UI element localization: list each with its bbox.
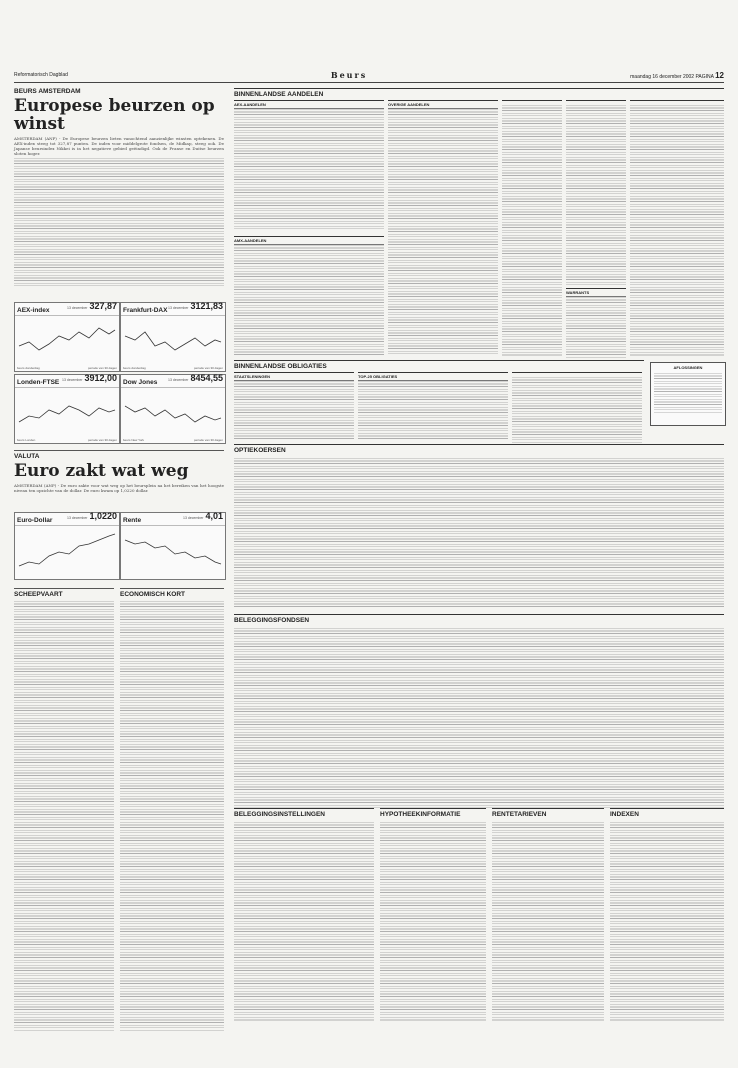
chart-rente bbox=[120, 512, 226, 580]
staatsleningen-rows bbox=[234, 381, 354, 441]
chart-ftse-foot-left: beurs Londen bbox=[17, 438, 36, 442]
chart-aex-plot bbox=[15, 316, 119, 366]
chart-aex-foot-left: beurs donderdag bbox=[17, 366, 40, 370]
section-rentetarieven: RENTETARIEVEN bbox=[492, 811, 547, 818]
chart-rente-value: 4,01 bbox=[205, 511, 223, 521]
beurs-amsterdam-article bbox=[14, 88, 224, 288]
amx-aandelen-rows bbox=[234, 245, 384, 355]
masthead-page-number: 12 bbox=[715, 70, 724, 80]
chart-dax bbox=[120, 302, 226, 372]
headline-euro: Euro zakt wat weg bbox=[14, 461, 189, 481]
chart-dax-foot-right: periode van 30 dagen bbox=[193, 366, 223, 370]
rentetarieven-rows bbox=[492, 822, 604, 1022]
obligaties-extra-rows bbox=[512, 377, 642, 443]
section-indexen: INDEXEN bbox=[610, 811, 639, 818]
chart-ftse-foot-right: periode van 30 dagen bbox=[87, 438, 117, 442]
overige-aandelen-header: OVERIGE AANDELEN bbox=[388, 101, 498, 109]
article-body-text bbox=[14, 158, 224, 288]
masthead-date: maandag 16 december 2002 bbox=[630, 73, 695, 80]
chart-aex-foot-right: periode van 30 dagen bbox=[87, 366, 117, 370]
amx-aandelen-header: AMX-AANDELEN bbox=[234, 237, 384, 245]
optiekoersen-rows bbox=[234, 458, 724, 608]
chart-dax-foot-left: beurs donderdag bbox=[123, 366, 146, 370]
staatsleningen-table bbox=[234, 372, 354, 441]
aandelen-col-3-rows bbox=[502, 105, 562, 357]
top25-rows bbox=[358, 381, 508, 441]
section-valuta: VALUTA bbox=[14, 450, 224, 460]
aandelen-col-4-rows bbox=[566, 105, 626, 285]
aandelen-col-3 bbox=[502, 100, 562, 357]
aflossingen-title: AFLOSSINGEN bbox=[673, 365, 703, 370]
indexen-rows bbox=[610, 822, 724, 1022]
staatsleningen-header: STAATSLENINGEN bbox=[234, 373, 354, 381]
aflossingen-box bbox=[650, 362, 726, 426]
section-hypotheek: HYPOTHEEKINFORMATIE bbox=[380, 811, 461, 818]
top25-table bbox=[358, 372, 508, 441]
aex-aandelen-table bbox=[234, 100, 384, 229]
section-binnenlandse-aandelen: BINNENLANDSE AANDELEN bbox=[234, 91, 324, 98]
chart-aex bbox=[14, 302, 120, 372]
overige-aandelen-rows bbox=[388, 109, 498, 355]
scheepvaart-section bbox=[14, 588, 114, 1031]
chart-ftse bbox=[14, 374, 120, 444]
chart-euro-date: 13 december bbox=[67, 516, 88, 520]
chart-rente-name: Rente bbox=[123, 517, 142, 524]
warrants-table bbox=[566, 288, 626, 359]
economisch-kort-text bbox=[120, 601, 224, 1031]
masthead-page-label: PAGINA bbox=[695, 73, 714, 80]
chart-euro-name: Euro-Dollar bbox=[17, 517, 53, 524]
hypotheek-rows bbox=[380, 822, 486, 1022]
chart-euro-plot bbox=[15, 526, 119, 578]
chart-ftse-date: 13 december bbox=[62, 378, 83, 382]
chart-dax-value: 3121,83 bbox=[190, 301, 223, 311]
aandelen-col-5 bbox=[630, 100, 724, 357]
obligaties-section bbox=[234, 360, 644, 370]
chart-dow-value: 8454,55 bbox=[190, 373, 223, 383]
section-scheepvaart: SCHEEPVAART bbox=[14, 588, 114, 598]
chart-dow-foot-left: beurs New York bbox=[123, 438, 145, 442]
section-economisch-kort: ECONOMISCH KORT bbox=[120, 588, 224, 598]
chart-dow-name: Dow Jones bbox=[123, 379, 158, 386]
article-lead: AMSTERDAM (ANP) - De Europese beurzen lieten vanochtend aanzienlijke winsten optekenen. De AEX-index steeg tot 327,87 punten. De index voor middelgrote fondsen, de Midkap, steeg ook. De Japanse beursindex Nikkei is in het negatieve gebied geëindigd. Ook de Franse en Duitse beurzen sloten hoger. bbox=[14, 136, 224, 156]
amx-aandelen-table bbox=[234, 236, 384, 355]
economisch-kort-section bbox=[120, 588, 224, 1031]
optiekoersen-section bbox=[234, 444, 724, 608]
scheepvaart-text bbox=[14, 601, 114, 1031]
chart-ftse-name: Londen-FTSE bbox=[17, 379, 60, 386]
indexen-section bbox=[610, 808, 724, 1022]
headline-beurzen: Europese beurzen op winst bbox=[14, 96, 215, 134]
chart-euro-dollar bbox=[14, 512, 120, 580]
beleggingsfondsen-section bbox=[234, 614, 724, 808]
aflossingen-text bbox=[654, 373, 722, 413]
obligaties-extra bbox=[512, 372, 642, 443]
chart-aex-name: AEX-index bbox=[17, 307, 50, 314]
masthead-newspaper: Reformatorisch Dagblad bbox=[14, 72, 68, 78]
warrants-rows bbox=[566, 297, 626, 359]
masthead-title: Beurs bbox=[330, 70, 368, 80]
binnenlandse-aandelen bbox=[234, 88, 724, 98]
chart-rente-date: 13 december bbox=[183, 516, 204, 520]
beleggingsfondsen-rows bbox=[234, 628, 724, 808]
beleggingsinstellingen-section bbox=[234, 808, 374, 1022]
warrants-header: WARRANTS bbox=[566, 289, 626, 297]
chart-ftse-value: 3912,00 bbox=[84, 373, 117, 383]
masthead-date-page bbox=[630, 71, 724, 80]
masthead bbox=[14, 68, 724, 83]
section-beurs-amsterdam: BEURS AMSTERDAM bbox=[14, 88, 81, 95]
chart-dax-date: 13 december bbox=[168, 306, 189, 310]
section-obligaties: BINNENLANDSE OBLIGATIES bbox=[234, 363, 327, 370]
chart-dow-plot bbox=[121, 388, 225, 438]
section-beleggingsinstellingen: BELEGGINGSINSTELLINGEN bbox=[234, 811, 326, 818]
chart-rente-plot bbox=[121, 526, 225, 578]
chart-dow-date: 13 december bbox=[168, 378, 189, 382]
chart-dax-plot bbox=[121, 316, 225, 366]
aandelen-col-4 bbox=[566, 100, 626, 285]
beleggingsinstellingen-rows bbox=[234, 822, 374, 1022]
valuta-article bbox=[14, 450, 224, 493]
aandelen-col-5-rows bbox=[630, 105, 724, 357]
section-optiekoersen: OPTIEKOERSEN bbox=[234, 447, 286, 454]
chart-ftse-plot bbox=[15, 388, 119, 438]
chart-dow bbox=[120, 374, 226, 444]
overige-aandelen-table bbox=[388, 100, 498, 355]
top25-header: TOP-25 OBLIGATIES bbox=[358, 373, 508, 381]
aex-aandelen-header: AEX-AANDELEN bbox=[234, 101, 384, 109]
chart-aex-value: 327,87 bbox=[89, 301, 117, 311]
chart-aex-date: 13 december bbox=[67, 306, 88, 310]
chart-euro-value: 1,0220 bbox=[89, 511, 117, 521]
chart-dax-name: Frankfurt-DAX bbox=[123, 307, 168, 314]
aex-aandelen-rows bbox=[234, 109, 384, 229]
chart-dow-foot-right: periode van 30 dagen bbox=[193, 438, 223, 442]
article2-lead: AMSTERDAM (ANP) - De euro zakte voor wat weg op het beursplein na het bereiken van het hoogste niveau ten opzichte van de dollar. De euro kwam op 1,0220 dollar. bbox=[14, 483, 224, 493]
section-beleggingsfondsen: BELEGGINGSFONDSEN bbox=[234, 617, 310, 624]
hypotheek-section bbox=[380, 808, 486, 1022]
rentetarieven-section bbox=[492, 808, 604, 1022]
